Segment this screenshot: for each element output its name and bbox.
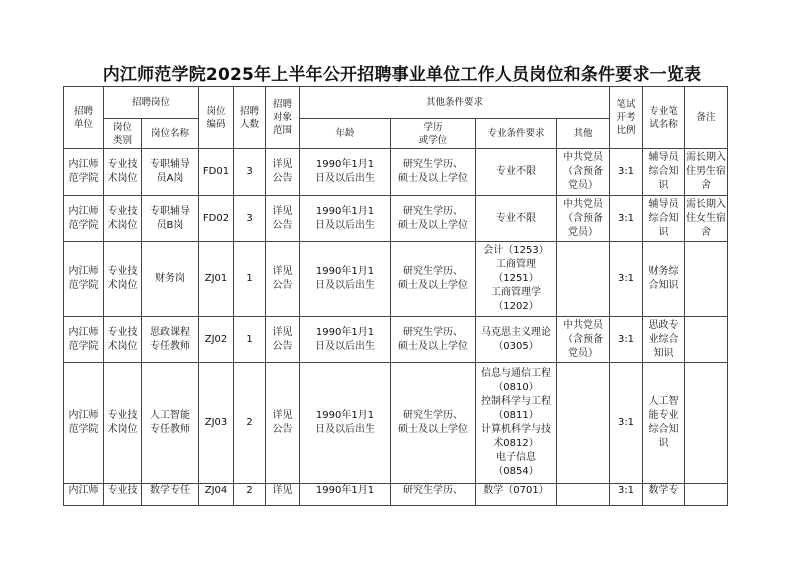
cell-exam-name: 辅导员 综合知 识 bbox=[643, 196, 685, 242]
cell-category: 专业技 术岗位 bbox=[104, 196, 142, 242]
cell-education: 研究生学历、 硕士及以上学位 bbox=[391, 149, 476, 196]
cell-other: 中共党员 （含预备 党员） bbox=[557, 196, 610, 242]
cell-post-code: ZJ01 bbox=[199, 242, 234, 317]
cell-scope: 详见 公告 bbox=[266, 317, 300, 363]
cell-remark bbox=[685, 363, 728, 484]
cell-category: 专业技 术岗位 bbox=[104, 149, 142, 196]
cell-unit: 内江师 范学院 bbox=[64, 196, 104, 242]
cell-post-code: ZJ04 bbox=[199, 484, 234, 506]
cell-unit: 内江师 范学院 bbox=[64, 363, 104, 484]
cell-education: 研究生学历、 硕士及以上学位 bbox=[391, 242, 476, 317]
cell-other: 中共党员 （含预备 党员） bbox=[557, 317, 610, 363]
cell-exam-name: 辅导员 综合知 识 bbox=[643, 149, 685, 196]
cell-exam-ratio: 3:1 bbox=[610, 149, 643, 196]
cell-post-name: 思政课程 专任教师 bbox=[142, 317, 199, 363]
cell-scope: 详见 公告 bbox=[266, 242, 300, 317]
cell-major: 专业不限 bbox=[476, 196, 557, 242]
cell-scope: 详见 公告 bbox=[266, 363, 300, 484]
cell-age: 1990年1月1 日及以后出生 bbox=[300, 363, 391, 484]
table-row bbox=[64, 484, 728, 506]
cell-category: 专业技 术岗位 bbox=[104, 363, 142, 484]
cell-exam-ratio: 3:1 bbox=[610, 196, 643, 242]
header-post-code: 岗位 编码 bbox=[199, 87, 234, 149]
cell-unit: 内江师 bbox=[64, 484, 104, 506]
cell-remark: 需长期入 住女生宿 舍 bbox=[685, 196, 728, 242]
cell-major: 专业不限 bbox=[476, 149, 557, 196]
cell-age: 1990年1月1 日及以后出生 bbox=[300, 196, 391, 242]
cell-age: 1990年1月1 bbox=[300, 484, 391, 506]
page-title: 内江师范学院2025年上半年公开招聘事业单位工作人员岗位和条件要求一览表 bbox=[102, 65, 702, 85]
cell-post-code: FD02 bbox=[199, 196, 234, 242]
cell-count: 3 bbox=[234, 149, 266, 196]
cell-exam-ratio: 3:1 bbox=[610, 363, 643, 484]
cell-scope: 详见 bbox=[266, 484, 300, 506]
cell-unit: 内江师 范学院 bbox=[64, 317, 104, 363]
cell-exam-ratio: 3:1 bbox=[610, 484, 643, 506]
cell-count: 2 bbox=[234, 484, 266, 506]
header-row-1 bbox=[64, 87, 728, 119]
cell-exam-ratio: 3:1 bbox=[610, 317, 643, 363]
cell-major: 马克思主义理论 （0305） bbox=[476, 317, 557, 363]
cell-post-code: FD01 bbox=[199, 149, 234, 196]
cell-remark bbox=[685, 242, 728, 317]
table-row bbox=[64, 196, 728, 242]
header-post-name: 岗位名称 bbox=[142, 119, 199, 149]
cell-education: 研究生学历、 硕士及以上学位 bbox=[391, 363, 476, 484]
header-remark: 备注 bbox=[685, 87, 728, 149]
cell-exam-name: 思政专 业综合 知识 bbox=[643, 317, 685, 363]
cell-category: 专业技 bbox=[104, 484, 142, 506]
cell-post-name: 人工智能 专任教师 bbox=[142, 363, 199, 484]
cell-exam-name: 人工智 能专业 综合知 识 bbox=[643, 363, 685, 484]
cell-other bbox=[557, 363, 610, 484]
header-other-conditions: 其他条件要求 bbox=[300, 87, 610, 119]
cell-post-code: ZJ02 bbox=[199, 317, 234, 363]
cell-other bbox=[557, 242, 610, 317]
recruitment-table bbox=[63, 86, 728, 506]
header-exam-name: 专业笔 试名称 bbox=[643, 87, 685, 149]
cell-count: 2 bbox=[234, 363, 266, 484]
header-other: 其他 bbox=[557, 119, 610, 149]
cell-education: 研究生学历、 硕士及以上学位 bbox=[391, 196, 476, 242]
cell-category: 专业技 术岗位 bbox=[104, 317, 142, 363]
cell-remark: 需长期入 住男生宿 舍 bbox=[685, 149, 728, 196]
cell-remark bbox=[685, 484, 728, 506]
header-age: 年龄 bbox=[300, 119, 391, 149]
cell-count: 1 bbox=[234, 242, 266, 317]
header-post-group: 招聘岗位 bbox=[104, 87, 199, 119]
cell-post-name: 专职辅导 员B岗 bbox=[142, 196, 199, 242]
cell-major: 数学（0701） bbox=[476, 484, 557, 506]
table-row bbox=[64, 363, 728, 484]
header-count: 招聘 人数 bbox=[234, 87, 266, 149]
cell-major: 会计（1253） 工商管理 （1251） 工商管理学 （1202） bbox=[476, 242, 557, 317]
cell-education: 研究生学历、 bbox=[391, 484, 476, 506]
cell-scope: 详见 公告 bbox=[266, 196, 300, 242]
cell-scope: 详见 公告 bbox=[266, 149, 300, 196]
header-exam-ratio: 笔试 开考 比例 bbox=[610, 87, 643, 149]
cell-post-name: 财务岗 bbox=[142, 242, 199, 317]
cell-major: 信息与通信工程 （0810） 控制科学与工程 （0811） 计算机科学与技 术0812） 电子信息 （0854） bbox=[476, 363, 557, 484]
cell-age: 1990年1月1 日及以后出生 bbox=[300, 242, 391, 317]
table-row bbox=[64, 242, 728, 317]
cell-category: 专业技 术岗位 bbox=[104, 242, 142, 317]
header-major: 专业条件要求 bbox=[476, 119, 557, 149]
header-unit: 招聘 单位 bbox=[64, 87, 104, 149]
header-education: 学历 或学位 bbox=[391, 119, 476, 149]
cell-exam-name: 财务综 合知识 bbox=[643, 242, 685, 317]
cell-remark bbox=[685, 317, 728, 363]
cell-count: 1 bbox=[234, 317, 266, 363]
cell-education: 研究生学历、 硕士及以上学位 bbox=[391, 317, 476, 363]
cell-other: 中共党员 （含预备 党员） bbox=[557, 149, 610, 196]
header-post-category: 岗位 类别 bbox=[104, 119, 142, 149]
cell-post-name: 数学专任 bbox=[142, 484, 199, 506]
cell-unit: 内江师 范学院 bbox=[64, 242, 104, 317]
cell-post-code: ZJ03 bbox=[199, 363, 234, 484]
cell-unit: 内江师 范学院 bbox=[64, 149, 104, 196]
cell-age: 1990年1月1 日及以后出生 bbox=[300, 149, 391, 196]
cell-count: 3 bbox=[234, 196, 266, 242]
table-row bbox=[64, 149, 728, 196]
table-row bbox=[64, 317, 728, 363]
cell-post-name: 专职辅导 员A岗 bbox=[142, 149, 199, 196]
cell-exam-ratio: 3:1 bbox=[610, 242, 643, 317]
cell-other bbox=[557, 484, 610, 506]
header-scope: 招聘 对象 范围 bbox=[266, 87, 300, 149]
cell-age: 1990年1月1 日及以后出生 bbox=[300, 317, 391, 363]
cell-exam-name: 数学专 bbox=[643, 484, 685, 506]
